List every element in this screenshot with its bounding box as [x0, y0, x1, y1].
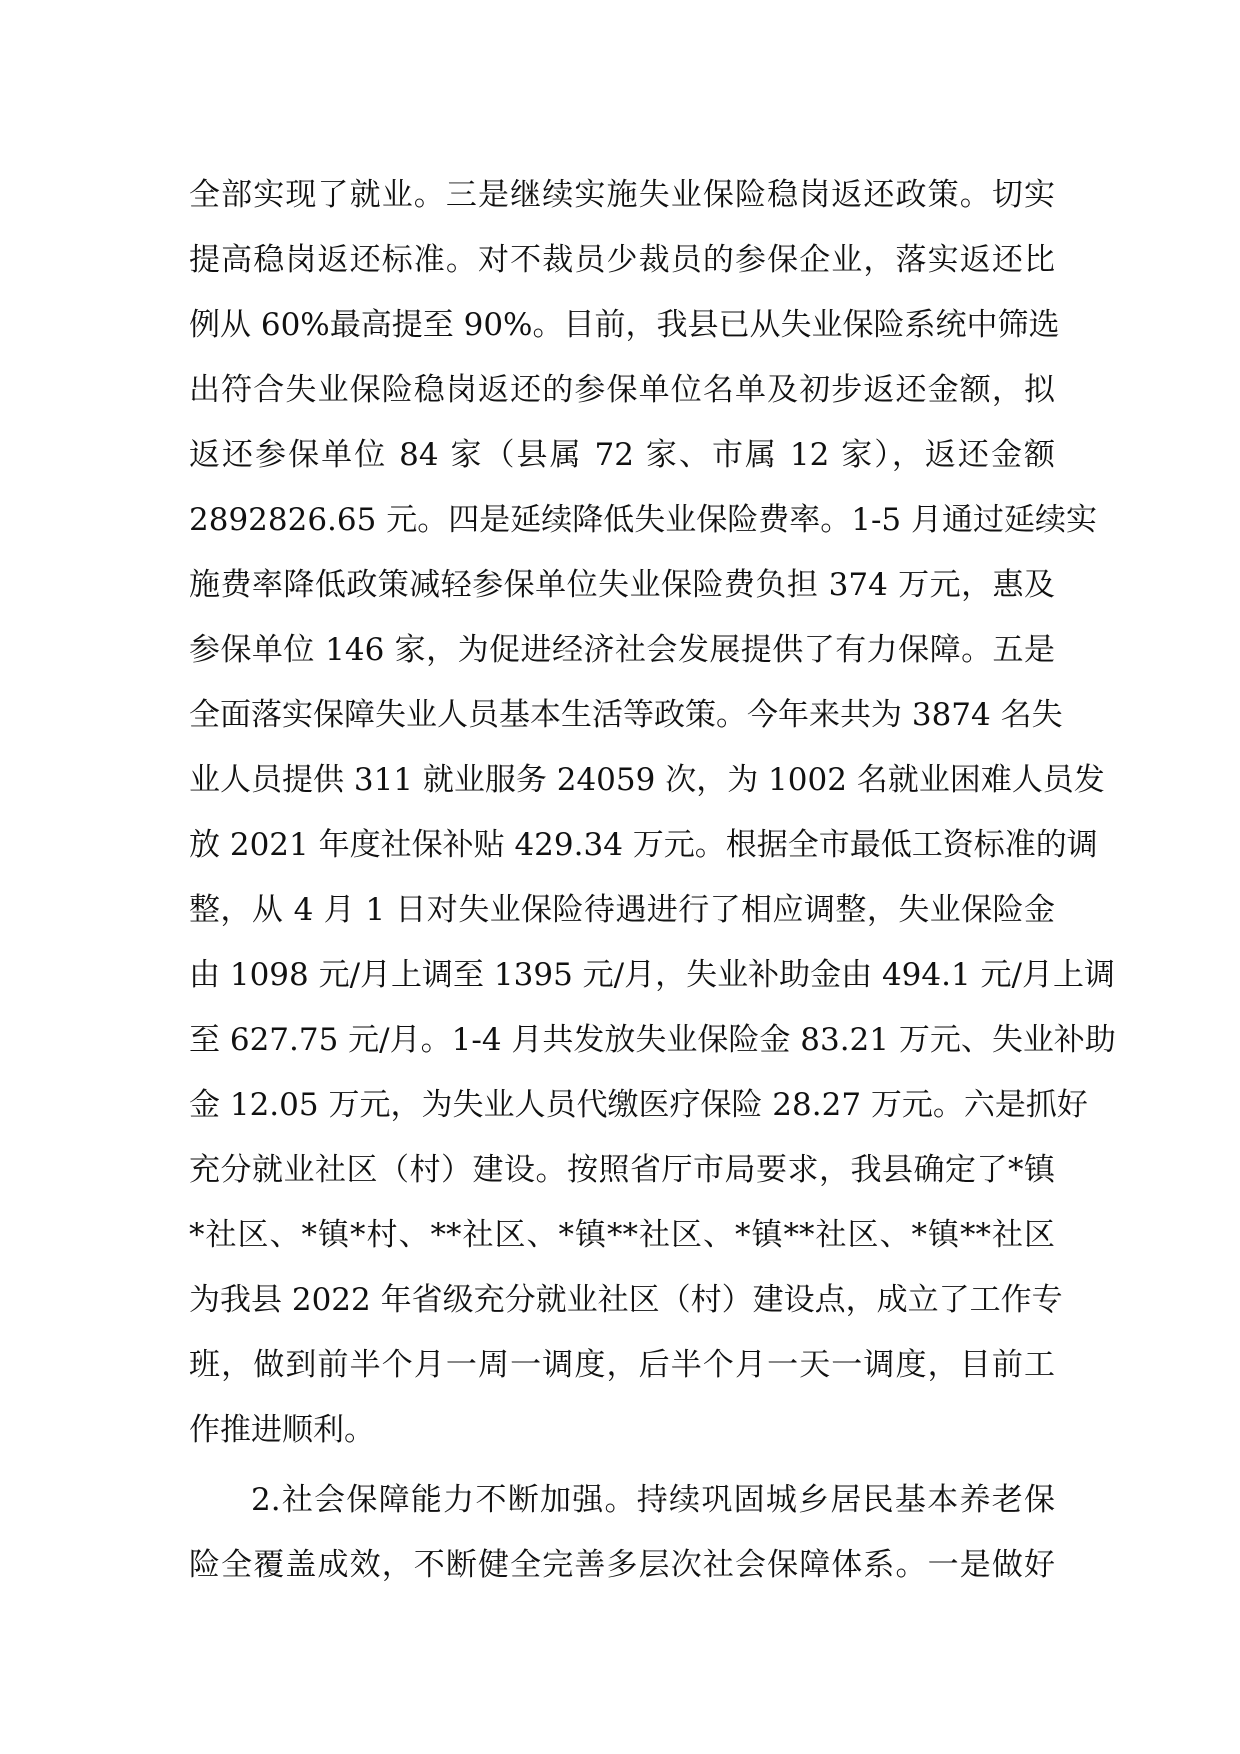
paragraph-heading-line: 2.社会保障能力不断加强。持续巩固城乡居民基本养老保 — [251, 1482, 1055, 1518]
text-line: 由 1098 元/月上调至 1395 元/月，失业补助金由 494.1 元/月上调 — [189, 957, 1115, 993]
text-line: 业人员提供 311 就业服务 24059 次，为 1002 名就业困难人员发 — [189, 762, 1105, 798]
text-line: 全部实现了就业。三是继续实施失业保险稳岗返还政策。切实 — [189, 177, 1055, 213]
text-line: 为我县 2022 年省级充分就业社区（村）建设点，成立了工作专 — [189, 1282, 1063, 1318]
text-line: 金 12.05 万元，为失业人员代缴医疗保险 28.27 万元。六是抓好 — [189, 1087, 1088, 1123]
text-line: 班，做到前半个月一周一调度，后半个月一天一调度，目前工 — [189, 1347, 1055, 1383]
text-line: 施费率降低政策减轻参保单位失业保险费负担 374 万元，惠及 — [189, 567, 1055, 603]
text-line: 至 627.75 元/月。1-4 月共发放失业保险金 83.21 万元、失业补助 — [189, 1022, 1116, 1058]
text-line: 出符合失业保险稳岗返还的参保单位名单及初步返还金额，拟 — [189, 372, 1055, 408]
document-page — [189, 163, 1116, 1598]
text-line: 整，从 4 月 1 日对失业保险待遇进行了相应调整，失业保险金 — [189, 892, 1055, 928]
text-line: 全面落实保障失业人员基本生活等政策。今年来共为 3874 名失 — [189, 697, 1063, 733]
text-line-paragraph-end: 作推进顺利。 — [189, 1412, 375, 1448]
text-line: 险全覆盖成效，不断健全完善多层次社会保障体系。一是做好 — [189, 1547, 1055, 1583]
text-line: 2892826.65 元。四是延续降低失业保险费率。1-5 月通过延续实 — [189, 502, 1097, 538]
text-line: *社区、*镇*村、**社区、*镇**社区、*镇**社区、*镇**社区 — [189, 1217, 1055, 1253]
text-line: 参保单位 146 家，为促进经济社会发展提供了有力保障。五是 — [189, 632, 1055, 668]
text-line: 放 2021 年度社保补贴 429.34 万元。根据全市最低工资标准的调 — [189, 827, 1098, 863]
text-line: 例从 60%最高提至 90%。目前，我县已从失业保险系统中筛选 — [189, 307, 1060, 343]
text-line: 提高稳岗返还标准。对不裁员少裁员的参保企业，落实返还比 — [189, 242, 1055, 278]
text-line: 返还参保单位 84 家（县属 72 家、市属 12 家），返还金额 — [189, 437, 1055, 473]
text-line: 充分就业社区（村）建设。按照省厅市局要求，我县确定了*镇 — [189, 1152, 1055, 1188]
